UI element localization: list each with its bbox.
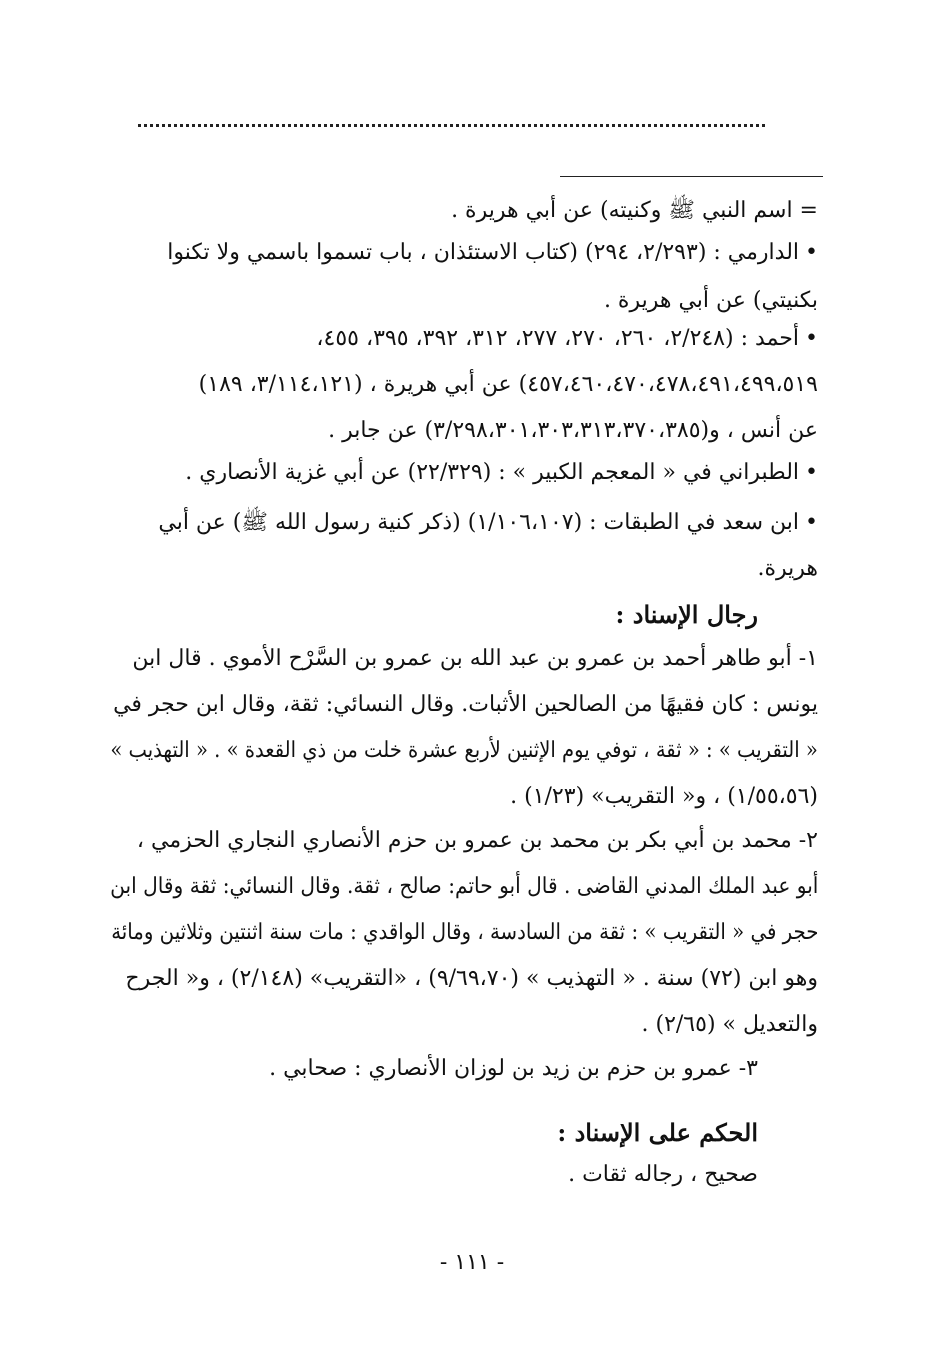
rijal-p2-line-2: أبو عبد الملك المدني القاضى . قال أبو حاتم: صالح ، ثقة. وقال النسائي: ثقة وقال ابن: [109, 874, 818, 899]
footnote-separator: [560, 176, 823, 177]
footnote-darimi-line-1: • الدارمي : (٢/٢٩٣، ٢٩٤) (كتاب الاستئذان ، باب تسموا باسمي ولا تكنوا: [167, 240, 818, 265]
footnote-ahmad-line-3: عن أنس ، و(٣/٢٩٨،٣٠١،٣٠٣،٣١٣،٣٧٠،٣٨٥) عن جابر .: [328, 418, 818, 443]
rijal-p1-line-1: ١- أبو طاهر أحمد بن عمرو بن عبد الله بن عمرو بن السَّرْح الأموي . قال ابن: [132, 646, 818, 671]
rijal-p2-line-4: وهو ابن (٧٢) سنة . « التهذيب » (٩/٦٩،٧٠) ، «التقريب» (٢/١٤٨) ، و« الجرح: [125, 966, 818, 991]
hukm-heading: الحكم على الإسناد :: [557, 1118, 758, 1147]
rijal-heading: رجال الإسناد :: [615, 600, 758, 629]
footnote-tabarani-line: • الطبراني في « المعجم الكبير » : (٢٢/٣٢٩) عن أبي غزية الأنصاري .: [185, 460, 818, 485]
footnote-ibnsaad-line-2: هريرة.: [757, 556, 818, 581]
rijal-p1-line-3: « التقريب » : « ثقة ، توفي يوم الإثنين لأربع عشرة خلت من ذي القعدة » . « التهذيب »: [110, 738, 818, 763]
footnote-line-1: = اسم النبي ﷺ وكنيته) عن أبي هريرة .: [451, 198, 818, 223]
footnote-ahmad-line-2: ٤٥٧،٤٦٠،٤٧٠،٤٧٨،٤٩١،٤٩٩،٥١٩) عن أبي هريرة ، (٣/١١٤،١٢١، ١٨٩): [198, 372, 818, 397]
footnote-darimi-line-2: بكنيتي) عن أبي هريرة .: [603, 288, 818, 313]
rijal-p2-line-3: حجر في « التقريب » : ثقة من السادسة ، وقال الواقدي : مات سنة اثنتين وثلاثين ومائة: [110, 920, 818, 945]
rijal-p3-line-1: ٣- عمرو بن حزم بن زيد بن لوزان الأنصاري : صحابي .: [269, 1056, 758, 1081]
rijal-p1-line-2: يونس : كان فقيهًا من الصالحين الأثبات. وقال النسائي: ثقة، وقال ابن حجر في: [113, 692, 818, 717]
rijal-p2-line-5: والتعديل » (٢/٦٥) .: [641, 1012, 818, 1037]
footnote-ibnsaad-line-1: • ابن سعد في الطبقات : (١/١٠٦،١٠٧) (ذكر كنية رسول الله ﷺ) عن أبي: [158, 508, 818, 540]
rijal-p2-line-1: ٢- محمد بن أبي بكر بن محمد بن عمرو بن حزم الأنصاري النجاري الحزمي ،: [136, 828, 818, 853]
hukm-text: صحيح ، رجاله ثقات .: [568, 1162, 758, 1187]
page-number: - ١١١ -: [439, 1250, 505, 1275]
footnote-ahmad-line-1: • أحمد : (٢/٢٤٨، ٢٦٠، ٢٧٠، ٢٧٧، ٣١٢، ٣٩٢، ٣٩٥، ٤٥٥،: [316, 326, 818, 351]
dotted-separator: [138, 124, 765, 127]
rijal-p1-line-4: (١/٥٥،٥٦) ، و« التقريب» (١/٢٣) .: [510, 784, 818, 809]
